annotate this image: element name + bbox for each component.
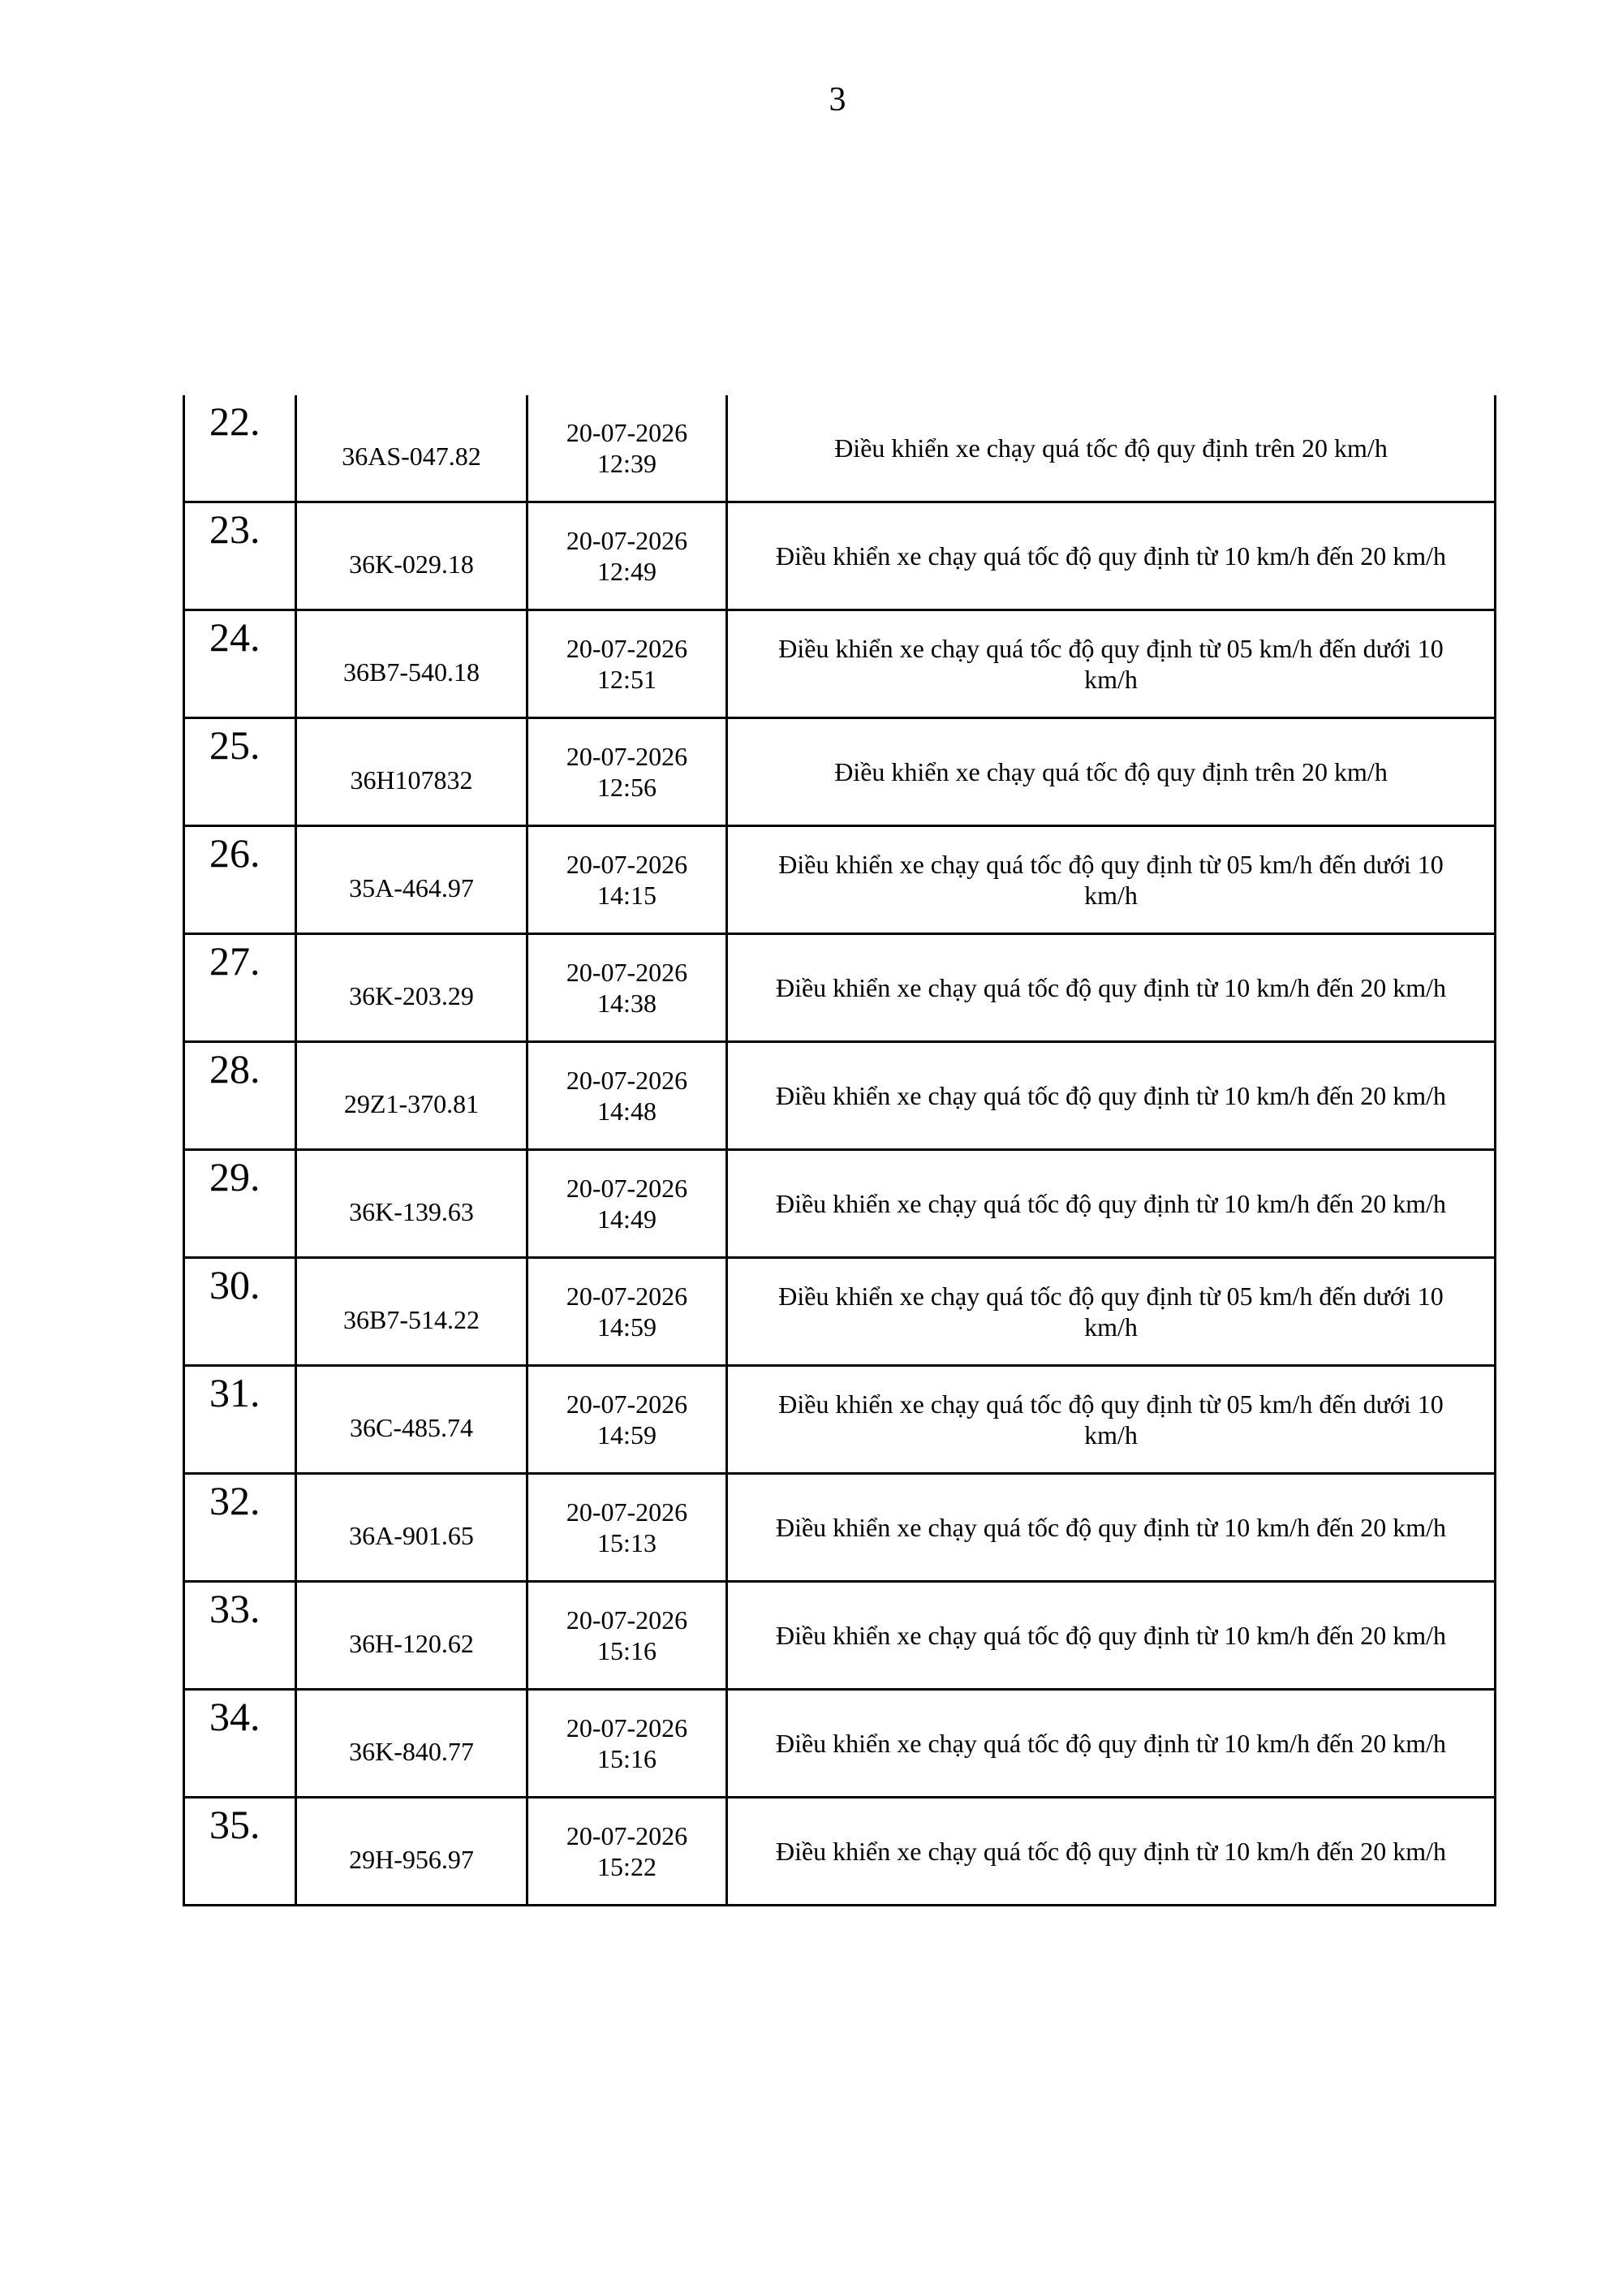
violation-datetime bbox=[527, 395, 727, 502]
license-plate-text: 36K-203.29 bbox=[349, 981, 474, 1010]
table-row bbox=[184, 1258, 1496, 1366]
license-plate bbox=[296, 1258, 527, 1366]
violation-datetime bbox=[527, 1366, 727, 1474]
license-plate-text: 36C-485.74 bbox=[350, 1413, 473, 1442]
violation-time: 14:49 bbox=[597, 1204, 657, 1234]
violation-time: 12:49 bbox=[597, 557, 657, 586]
violation-time: 15:13 bbox=[597, 1528, 657, 1557]
table-row bbox=[184, 934, 1496, 1042]
violation-time: 14:38 bbox=[597, 989, 657, 1018]
violation-time: 14:15 bbox=[597, 881, 657, 910]
license-plate bbox=[296, 1042, 527, 1150]
violation-datetime bbox=[527, 1582, 727, 1690]
violation-time: 15:16 bbox=[597, 1744, 657, 1773]
violation-datetime bbox=[527, 934, 727, 1042]
row-number: 28. bbox=[184, 1042, 296, 1150]
violation-description: Điều khiển xe chạy quá tốc độ quy định từ 10 km/h đến 20 km/h bbox=[727, 1474, 1496, 1582]
violation-date: 20-07-2026 bbox=[566, 958, 688, 987]
table-row bbox=[184, 1582, 1496, 1690]
violation-description: Điều khiển xe chạy quá tốc độ quy định từ 10 km/h đến 20 km/h bbox=[727, 934, 1496, 1042]
violations-table-container bbox=[183, 395, 1494, 1906]
violation-datetime bbox=[527, 1474, 727, 1582]
license-plate-text: 35A-464.97 bbox=[349, 873, 474, 902]
row-number: 29. bbox=[184, 1150, 296, 1258]
license-plate bbox=[296, 1150, 527, 1258]
row-number: 33. bbox=[184, 1582, 296, 1690]
violation-time: 14:48 bbox=[597, 1096, 657, 1126]
table-row bbox=[184, 610, 1496, 718]
row-number: 25. bbox=[184, 718, 296, 826]
license-plate bbox=[296, 502, 527, 610]
table-row bbox=[184, 1798, 1496, 1906]
table-row bbox=[184, 395, 1496, 502]
license-plate-text: 36H107832 bbox=[350, 765, 473, 795]
violation-time: 12:51 bbox=[597, 665, 657, 694]
violation-time: 15:22 bbox=[597, 1852, 657, 1881]
violation-description: Điều khiển xe chạy quá tốc độ quy định từ 10 km/h đến 20 km/h bbox=[727, 1582, 1496, 1690]
license-plate bbox=[296, 1582, 527, 1690]
violation-description: Điều khiển xe chạy quá tốc độ quy định từ 05 km/h đến dưới 10 km/h bbox=[727, 1258, 1496, 1366]
license-plate-text: 29Z1-370.81 bbox=[343, 1089, 480, 1118]
violation-datetime bbox=[527, 502, 727, 610]
violation-time: 12:56 bbox=[597, 773, 657, 802]
violations-table bbox=[183, 395, 1496, 1906]
violation-date: 20-07-2026 bbox=[566, 850, 688, 879]
row-number: 32. bbox=[184, 1474, 296, 1582]
row-number: 24. bbox=[184, 610, 296, 718]
table-row bbox=[184, 1150, 1496, 1258]
license-plate bbox=[296, 610, 527, 718]
table-row bbox=[184, 718, 1496, 826]
license-plate bbox=[296, 934, 527, 1042]
table-row bbox=[184, 1042, 1496, 1150]
violation-date: 20-07-2026 bbox=[566, 1497, 688, 1527]
license-plate bbox=[296, 718, 527, 826]
violation-description: Điều khiển xe chạy quá tốc độ quy định từ 10 km/h đến 20 km/h bbox=[727, 1690, 1496, 1798]
violation-description: Điều khiển xe chạy quá tốc độ quy định từ 10 km/h đến 20 km/h bbox=[727, 1042, 1496, 1150]
row-number: 27. bbox=[184, 934, 296, 1042]
license-plate-text: 36B7-540.18 bbox=[343, 657, 480, 687]
table-row bbox=[184, 1366, 1496, 1474]
row-number: 22. bbox=[184, 395, 296, 502]
license-plate bbox=[296, 1798, 527, 1906]
violation-datetime bbox=[527, 718, 727, 826]
violation-date: 20-07-2026 bbox=[566, 1605, 688, 1635]
table-row bbox=[184, 1690, 1496, 1798]
violation-date: 20-07-2026 bbox=[566, 1713, 688, 1742]
violation-datetime bbox=[527, 1798, 727, 1906]
license-plate bbox=[296, 826, 527, 934]
license-plate-text: 36K-139.63 bbox=[349, 1197, 474, 1226]
license-plate bbox=[296, 1366, 527, 1474]
license-plate-text: 36AS-047.82 bbox=[342, 442, 481, 471]
violation-description: Điều khiển xe chạy quá tốc độ quy định từ 05 km/h đến dưới 10 km/h bbox=[727, 826, 1496, 934]
violation-time: 14:59 bbox=[597, 1312, 657, 1342]
violation-time: 14:59 bbox=[597, 1420, 657, 1450]
license-plate bbox=[296, 1474, 527, 1582]
violation-date: 20-07-2026 bbox=[566, 634, 688, 663]
violation-date: 20-07-2026 bbox=[566, 1821, 688, 1850]
violation-datetime bbox=[527, 1042, 727, 1150]
violation-date: 20-07-2026 bbox=[566, 526, 688, 555]
violations-table-body bbox=[184, 395, 1496, 1906]
violation-description: Điều khiển xe chạy quá tốc độ quy định từ 10 km/h đến 20 km/h bbox=[727, 1150, 1496, 1258]
row-number: 23. bbox=[184, 502, 296, 610]
license-plate bbox=[296, 395, 527, 502]
violation-datetime bbox=[527, 1150, 727, 1258]
table-row bbox=[184, 1474, 1496, 1582]
license-plate-text: 36K-029.18 bbox=[349, 549, 474, 579]
license-plate-text: 36A-901.65 bbox=[349, 1521, 474, 1550]
violation-date: 20-07-2026 bbox=[566, 1389, 688, 1419]
violation-date: 20-07-2026 bbox=[566, 1174, 688, 1203]
violation-description: Điều khiển xe chạy quá tốc độ quy định từ 05 km/h đến dưới 10 km/h bbox=[727, 1366, 1496, 1474]
row-number: 26. bbox=[184, 826, 296, 934]
violation-date: 20-07-2026 bbox=[566, 1066, 688, 1095]
violation-datetime bbox=[527, 610, 727, 718]
row-number: 35. bbox=[184, 1798, 296, 1906]
table-row bbox=[184, 502, 1496, 610]
violation-description: Điều khiển xe chạy quá tốc độ quy định trên 20 km/h bbox=[727, 395, 1496, 502]
violation-description: Điều khiển xe chạy quá tốc độ quy định trên 20 km/h bbox=[727, 718, 1496, 826]
license-plate-text: 36B7-514.22 bbox=[343, 1305, 480, 1334]
license-plate-text: 36H-120.62 bbox=[349, 1629, 474, 1658]
violation-datetime bbox=[527, 1258, 727, 1366]
row-number: 30. bbox=[184, 1258, 296, 1366]
violation-time: 15:16 bbox=[597, 1636, 657, 1665]
page-number: 3 bbox=[829, 81, 846, 118]
license-plate bbox=[296, 1690, 527, 1798]
license-plate-text: 29H-956.97 bbox=[349, 1845, 474, 1874]
violation-description: Điều khiển xe chạy quá tốc độ quy định từ 10 km/h đến 20 km/h bbox=[727, 502, 1496, 610]
license-plate-text: 36K-840.77 bbox=[349, 1737, 474, 1766]
violation-time: 12:39 bbox=[597, 449, 657, 478]
violation-datetime bbox=[527, 826, 727, 934]
violation-datetime bbox=[527, 1690, 727, 1798]
table-row bbox=[184, 826, 1496, 934]
violation-description: Điều khiển xe chạy quá tốc độ quy định từ 05 km/h đến dưới 10 km/h bbox=[727, 610, 1496, 718]
violation-description: Điều khiển xe chạy quá tốc độ quy định từ 10 km/h đến 20 km/h bbox=[727, 1798, 1496, 1906]
row-number: 34. bbox=[184, 1690, 296, 1798]
violation-date: 20-07-2026 bbox=[566, 742, 688, 771]
violation-date: 20-07-2026 bbox=[566, 1282, 688, 1311]
row-number: 31. bbox=[184, 1366, 296, 1474]
violation-date: 20-07-2026 bbox=[566, 418, 688, 447]
